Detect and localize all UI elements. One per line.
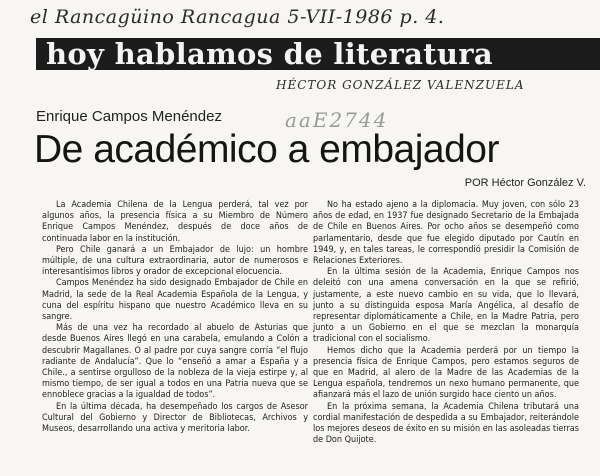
article-kicker: Enrique Campos Menéndez xyxy=(36,108,222,125)
article-byline: POR Héctor González V. xyxy=(464,177,586,189)
paragraph: La Academia Chilena de la Lengua perderá, tal vez por algunos años, la presencia física a su Miembro de Número Enrique Campos Menéndez, después de doce años de continuada labor en la institución. xyxy=(42,200,308,244)
paragraph: En la próxima semana, la Academia Chilena tributará una cordial manifestación de despedida a su Embajador, reiterándole los mejores deseos de éxito en su misión en las asoleadas tierras de Don Quijote. xyxy=(313,401,579,446)
paragraph: En la última década, ha desempeñado los cargos de Asesor Cultural del Gobierno y Director de Bibliotecas, Archivos y Museos, desarrollando una activa y meritoria labor. xyxy=(42,401,308,435)
paragraph: Más de una vez ha recordado al abuelo de Asturias que desde Buenos Aires llegó en una carabela, emulando a Colón a descubrir Magallanes. O al padre por cuya sangre corría “el flujo radiante de Andalucía”. Que lo “enseñó a amar a España y a Chile., a sentirse orgulloso de la nobleza de la vieja estirpe y, al mismo tiempo, de ser igual a todos en una Patria nueva que se ennoblece gracias a la igualdad de todos”. xyxy=(42,323,308,401)
section-banner-text: hoy hablamos de literatura xyxy=(46,37,493,71)
paragraph: No ha estado ajeno a la diplomacia. Muy joven, con sólo 23 años de edad, en 1937 fue designado Secretario de la Embajada de Chile en Buenos Aires. Por ocho años se desempeñó como parlamentario, desde que fue elegido diputado por Cautín en 1949, y, en tales tareas, le correspondió presidir la Comisión de Relaciones Exteriores. xyxy=(313,200,579,267)
article-column-right xyxy=(313,200,579,446)
paragraph: Hemos dicho que la Academia perderá por un tiempo la presencia física de Enrique Campos, pero estamos seguros de que en Madrid, al alero de la Madre de las Academias de la Lengua española, tendremos un nexo humano permanente, que afianzará más el lazo de unión surgido hace ciento un años. xyxy=(313,345,579,401)
handwritten-source-note: el Rancagüino Rancagua 5-VII-1986 p. 4. xyxy=(30,6,445,28)
handwritten-author-note: HÉCTOR GONZÁLEZ VALENZUELA xyxy=(276,78,525,92)
paragraph: Campos Menéndez ha sido designado Embajador de Chile en Madrid, la sede de la Real Academia Española de la Lengua, y cuna del espíritu hispano que nuestro Académico lleva en su sangre. xyxy=(42,278,308,323)
section-banner xyxy=(36,38,600,70)
paragraph: En la última sesión de la Academia, Enrique Campos nos deleitó con una amena conversación en la que se refirió, justamente, a este nuevo cambio en su vida, que lo llevará, junto a su distinguida esposa María Angélica, al desafío de representar diplomáticamente a Chile, en la Madre Patria, pero junto a un Gobierno en el que se mezclan la monarquía tradicional con el socialismo. xyxy=(313,267,579,345)
article-column-left xyxy=(42,200,308,435)
paragraph: Pero Chile ganará a un Embajador de lujo: un hombre múltiple, de una cultura extraordinaria, autor de numerosos e interesantísimos libros y orador de excepcional elocuencia. xyxy=(42,244,308,278)
handwritten-catalog-code: aaE2744 xyxy=(285,108,389,132)
article-headline: De académico a embajador xyxy=(34,128,499,171)
